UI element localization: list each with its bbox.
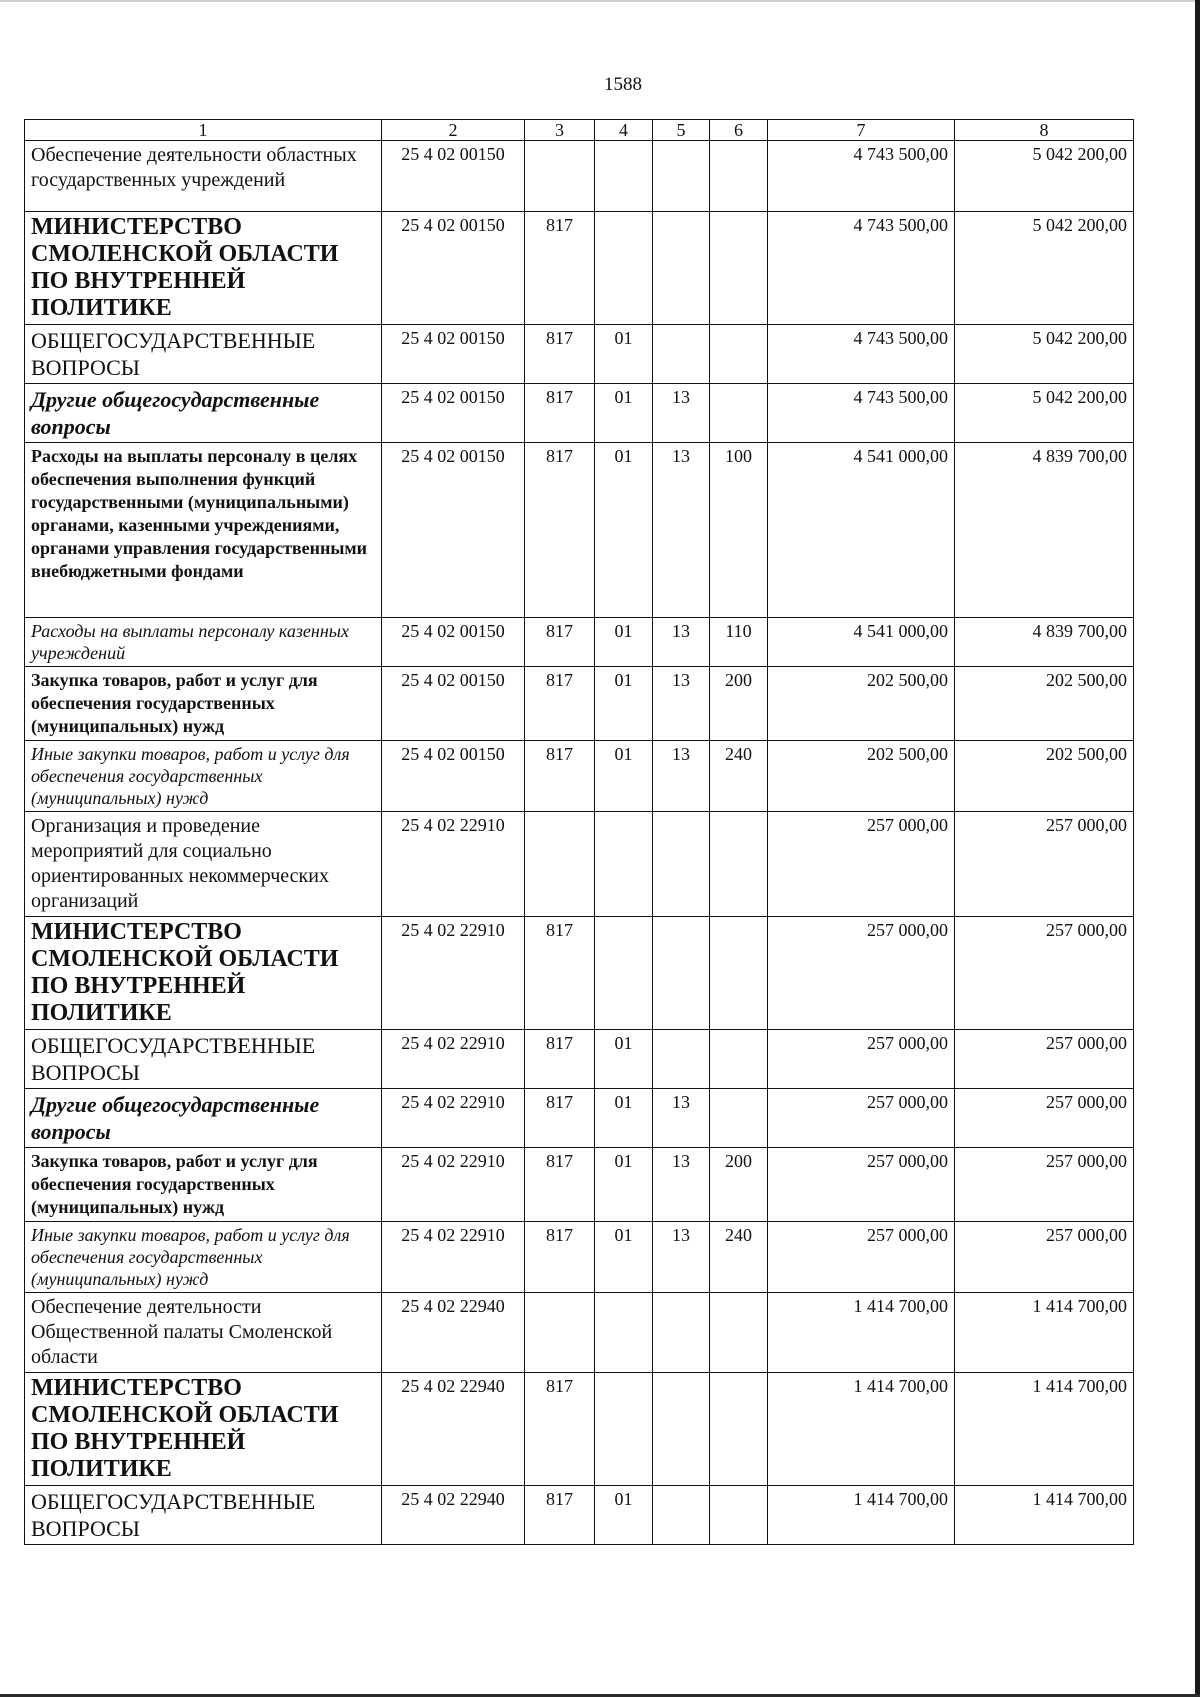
subsection-code — [653, 325, 710, 384]
amount-year-1: 257 000,00 — [768, 1222, 955, 1293]
section-code — [595, 212, 653, 325]
amount-year-2: 257 000,00 — [955, 917, 1134, 1030]
admin-code: 817 — [525, 212, 595, 325]
amount-year-1: 1 414 700,00 — [768, 1486, 955, 1545]
amount-year-2: 202 500,00 — [955, 667, 1134, 741]
amount-year-2: 5 042 200,00 — [955, 325, 1134, 384]
column-header: 7 — [768, 120, 955, 141]
table-row — [25, 1486, 1134, 1545]
target-code: 25 4 02 00150 — [382, 618, 525, 667]
section-code — [595, 141, 653, 212]
section-code — [595, 1373, 653, 1486]
table-row — [25, 1222, 1134, 1293]
subsection-code — [653, 1030, 710, 1089]
subsection-code: 13 — [653, 384, 710, 443]
subsection-code — [653, 917, 710, 1030]
amount-year-2: 257 000,00 — [955, 1089, 1134, 1148]
expense-type-code: 240 — [710, 741, 768, 812]
expense-type-code — [710, 1293, 768, 1373]
expense-type-code — [710, 1373, 768, 1486]
table-row — [25, 325, 1134, 384]
row-description: Обеспечение деятельности областных государственных учреждений — [25, 141, 382, 212]
admin-code: 817 — [525, 917, 595, 1030]
target-code: 25 4 02 22910 — [382, 812, 525, 917]
column-header: 1 — [25, 120, 382, 141]
column-header: 4 — [595, 120, 653, 141]
section-code: 01 — [595, 741, 653, 812]
section-code: 01 — [595, 1030, 653, 1089]
target-code: 25 4 02 22910 — [382, 1148, 525, 1222]
row-description: Другие общегосударственные вопросы — [25, 384, 382, 443]
amount-year-2: 1 414 700,00 — [955, 1293, 1134, 1373]
column-header: 3 — [525, 120, 595, 141]
expense-type-code — [710, 917, 768, 1030]
admin-code: 817 — [525, 443, 595, 618]
amount-year-2: 257 000,00 — [955, 1222, 1134, 1293]
section-code: 01 — [595, 1148, 653, 1222]
amount-year-1: 4 541 000,00 — [768, 618, 955, 667]
row-description: Организация и проведение мероприятий для социально ориентированных некоммерческих организаций — [25, 812, 382, 917]
target-code: 25 4 02 22940 — [382, 1293, 525, 1373]
target-code: 25 4 02 00150 — [382, 443, 525, 618]
row-description: ОБЩЕГОСУДАРСТВЕННЫЕ ВОПРОСЫ — [25, 1486, 382, 1545]
subsection-code — [653, 141, 710, 212]
amount-year-1: 4 743 500,00 — [768, 325, 955, 384]
table-row — [25, 667, 1134, 741]
expense-type-code: 110 — [710, 618, 768, 667]
amount-year-2: 257 000,00 — [955, 1148, 1134, 1222]
budget-table — [24, 119, 1134, 1545]
amount-year-1: 4 743 500,00 — [768, 384, 955, 443]
admin-code: 817 — [525, 1222, 595, 1293]
row-description: Расходы на выплаты персоналу казенных учреждений — [25, 618, 382, 667]
row-description: Закупка товаров, работ и услуг для обеспечения государственных (муниципальных) нужд — [25, 667, 382, 741]
target-code: 25 4 02 00150 — [382, 667, 525, 741]
target-code: 25 4 02 22910 — [382, 917, 525, 1030]
amount-year-1: 1 414 700,00 — [768, 1373, 955, 1486]
amount-year-2: 257 000,00 — [955, 812, 1134, 917]
subsection-code: 13 — [653, 741, 710, 812]
admin-code: 817 — [525, 1486, 595, 1545]
amount-year-1: 257 000,00 — [768, 812, 955, 917]
admin-code: 817 — [525, 667, 595, 741]
column-header: 6 — [710, 120, 768, 141]
table-row — [25, 1373, 1134, 1486]
amount-year-2: 202 500,00 — [955, 741, 1134, 812]
amount-year-1: 4 541 000,00 — [768, 443, 955, 618]
admin-code: 817 — [525, 741, 595, 812]
table-row — [25, 1148, 1134, 1222]
amount-year-2: 1 414 700,00 — [955, 1373, 1134, 1486]
admin-code: 817 — [525, 618, 595, 667]
subsection-code: 13 — [653, 1148, 710, 1222]
amount-year-2: 257 000,00 — [955, 1030, 1134, 1089]
row-description: МИНИСТЕРСТВО СМОЛЕНСКОЙ ОБЛАСТИ ПО ВНУТРЕННЕЙ ПОЛИТИКЕ — [25, 212, 382, 325]
target-code: 25 4 02 00150 — [382, 212, 525, 325]
amount-year-2: 5 042 200,00 — [955, 141, 1134, 212]
scan-edge-top — [0, 0, 1200, 2]
expense-type-code — [710, 141, 768, 212]
target-code: 25 4 02 00150 — [382, 384, 525, 443]
column-header: 8 — [955, 120, 1134, 141]
table-row — [25, 1089, 1134, 1148]
table-row — [25, 384, 1134, 443]
admin-code: 817 — [525, 325, 595, 384]
expense-type-code — [710, 1486, 768, 1545]
row-description: МИНИСТЕРСТВО СМОЛЕНСКОЙ ОБЛАСТИ ПО ВНУТРЕННЕЙ ПОЛИТИКЕ — [25, 917, 382, 1030]
amount-year-2: 5 042 200,00 — [955, 384, 1134, 443]
section-code: 01 — [595, 1486, 653, 1545]
scan-edge-right — [1195, 0, 1200, 1697]
table-row — [25, 812, 1134, 917]
row-description: Иные закупки товаров, работ и услуг для обеспечения государственных (муниципальных) нужд — [25, 1222, 382, 1293]
expense-type-code: 240 — [710, 1222, 768, 1293]
table-body — [25, 141, 1134, 1545]
subsection-code — [653, 212, 710, 325]
column-header: 2 — [382, 120, 525, 141]
table-row — [25, 741, 1134, 812]
amount-year-1: 4 743 500,00 — [768, 212, 955, 325]
row-description: Иные закупки товаров, работ и услуг для обеспечения государственных (муниципальных) нужд — [25, 741, 382, 812]
expense-type-code — [710, 1089, 768, 1148]
table-row — [25, 212, 1134, 325]
admin-code — [525, 1293, 595, 1373]
expense-type-code — [710, 1030, 768, 1089]
row-description: МИНИСТЕРСТВО СМОЛЕНСКОЙ ОБЛАСТИ ПО ВНУТРЕННЕЙ ПОЛИТИКЕ — [25, 1373, 382, 1486]
amount-year-2: 4 839 700,00 — [955, 443, 1134, 618]
expense-type-code: 200 — [710, 667, 768, 741]
table-row — [25, 141, 1134, 212]
row-description: Расходы на выплаты персоналу в целях обеспечения выполнения функций государственными (муниципальными) органами, казенными учреждениями, органами управления государственными внебюджетными фондами — [25, 443, 382, 618]
target-code: 25 4 02 22940 — [382, 1486, 525, 1545]
section-code — [595, 917, 653, 1030]
amount-year-1: 1 414 700,00 — [768, 1293, 955, 1373]
table-row — [25, 443, 1134, 618]
row-description: Другие общегосударственные вопросы — [25, 1089, 382, 1148]
section-code: 01 — [595, 325, 653, 384]
table-row — [25, 1293, 1134, 1373]
section-code: 01 — [595, 1222, 653, 1293]
target-code: 25 4 02 22910 — [382, 1030, 525, 1089]
amount-year-2: 5 042 200,00 — [955, 212, 1134, 325]
row-description: Обеспечение деятельности Общественной палаты Смоленской области — [25, 1293, 382, 1373]
table-header-row — [25, 120, 1134, 141]
subsection-code: 13 — [653, 667, 710, 741]
target-code: 25 4 02 00150 — [382, 741, 525, 812]
column-header: 5 — [653, 120, 710, 141]
amount-year-1: 4 743 500,00 — [768, 141, 955, 212]
expense-type-code — [710, 212, 768, 325]
table-row — [25, 917, 1134, 1030]
subsection-code — [653, 1293, 710, 1373]
subsection-code — [653, 1373, 710, 1486]
page-number: 1588 — [604, 74, 642, 95]
amount-year-1: 257 000,00 — [768, 917, 955, 1030]
admin-code: 817 — [525, 384, 595, 443]
admin-code — [525, 141, 595, 212]
expense-type-code — [710, 384, 768, 443]
admin-code: 817 — [525, 1030, 595, 1089]
amount-year-1: 202 500,00 — [768, 741, 955, 812]
amount-year-2: 4 839 700,00 — [955, 618, 1134, 667]
amount-year-1: 202 500,00 — [768, 667, 955, 741]
amount-year-1: 257 000,00 — [768, 1148, 955, 1222]
section-code — [595, 1293, 653, 1373]
row-description: ОБЩЕГОСУДАРСТВЕННЫЕ ВОПРОСЫ — [25, 325, 382, 384]
row-description: Закупка товаров, работ и услуг для обеспечения государственных (муниципальных) нужд — [25, 1148, 382, 1222]
admin-code: 817 — [525, 1373, 595, 1486]
table-row — [25, 1030, 1134, 1089]
amount-year-1: 257 000,00 — [768, 1030, 955, 1089]
section-code — [595, 812, 653, 917]
target-code: 25 4 02 22940 — [382, 1373, 525, 1486]
section-code: 01 — [595, 667, 653, 741]
expense-type-code — [710, 812, 768, 917]
section-code: 01 — [595, 618, 653, 667]
table-row — [25, 618, 1134, 667]
target-code: 25 4 02 00150 — [382, 141, 525, 212]
subsection-code — [653, 1486, 710, 1545]
subsection-code: 13 — [653, 443, 710, 618]
section-code: 01 — [595, 1089, 653, 1148]
section-code: 01 — [595, 384, 653, 443]
subsection-code: 13 — [653, 1089, 710, 1148]
expense-type-code: 200 — [710, 1148, 768, 1222]
amount-year-1: 257 000,00 — [768, 1089, 955, 1148]
target-code: 25 4 02 22910 — [382, 1089, 525, 1148]
subsection-code: 13 — [653, 618, 710, 667]
expense-type-code: 100 — [710, 443, 768, 618]
admin-code — [525, 812, 595, 917]
target-code: 25 4 02 22910 — [382, 1222, 525, 1293]
admin-code: 817 — [525, 1148, 595, 1222]
row-description: ОБЩЕГОСУДАРСТВЕННЫЕ ВОПРОСЫ — [25, 1030, 382, 1089]
expense-type-code — [710, 325, 768, 384]
subsection-code — [653, 812, 710, 917]
subsection-code: 13 — [653, 1222, 710, 1293]
section-code: 01 — [595, 443, 653, 618]
amount-year-2: 1 414 700,00 — [955, 1486, 1134, 1545]
target-code: 25 4 02 00150 — [382, 325, 525, 384]
admin-code: 817 — [525, 1089, 595, 1148]
